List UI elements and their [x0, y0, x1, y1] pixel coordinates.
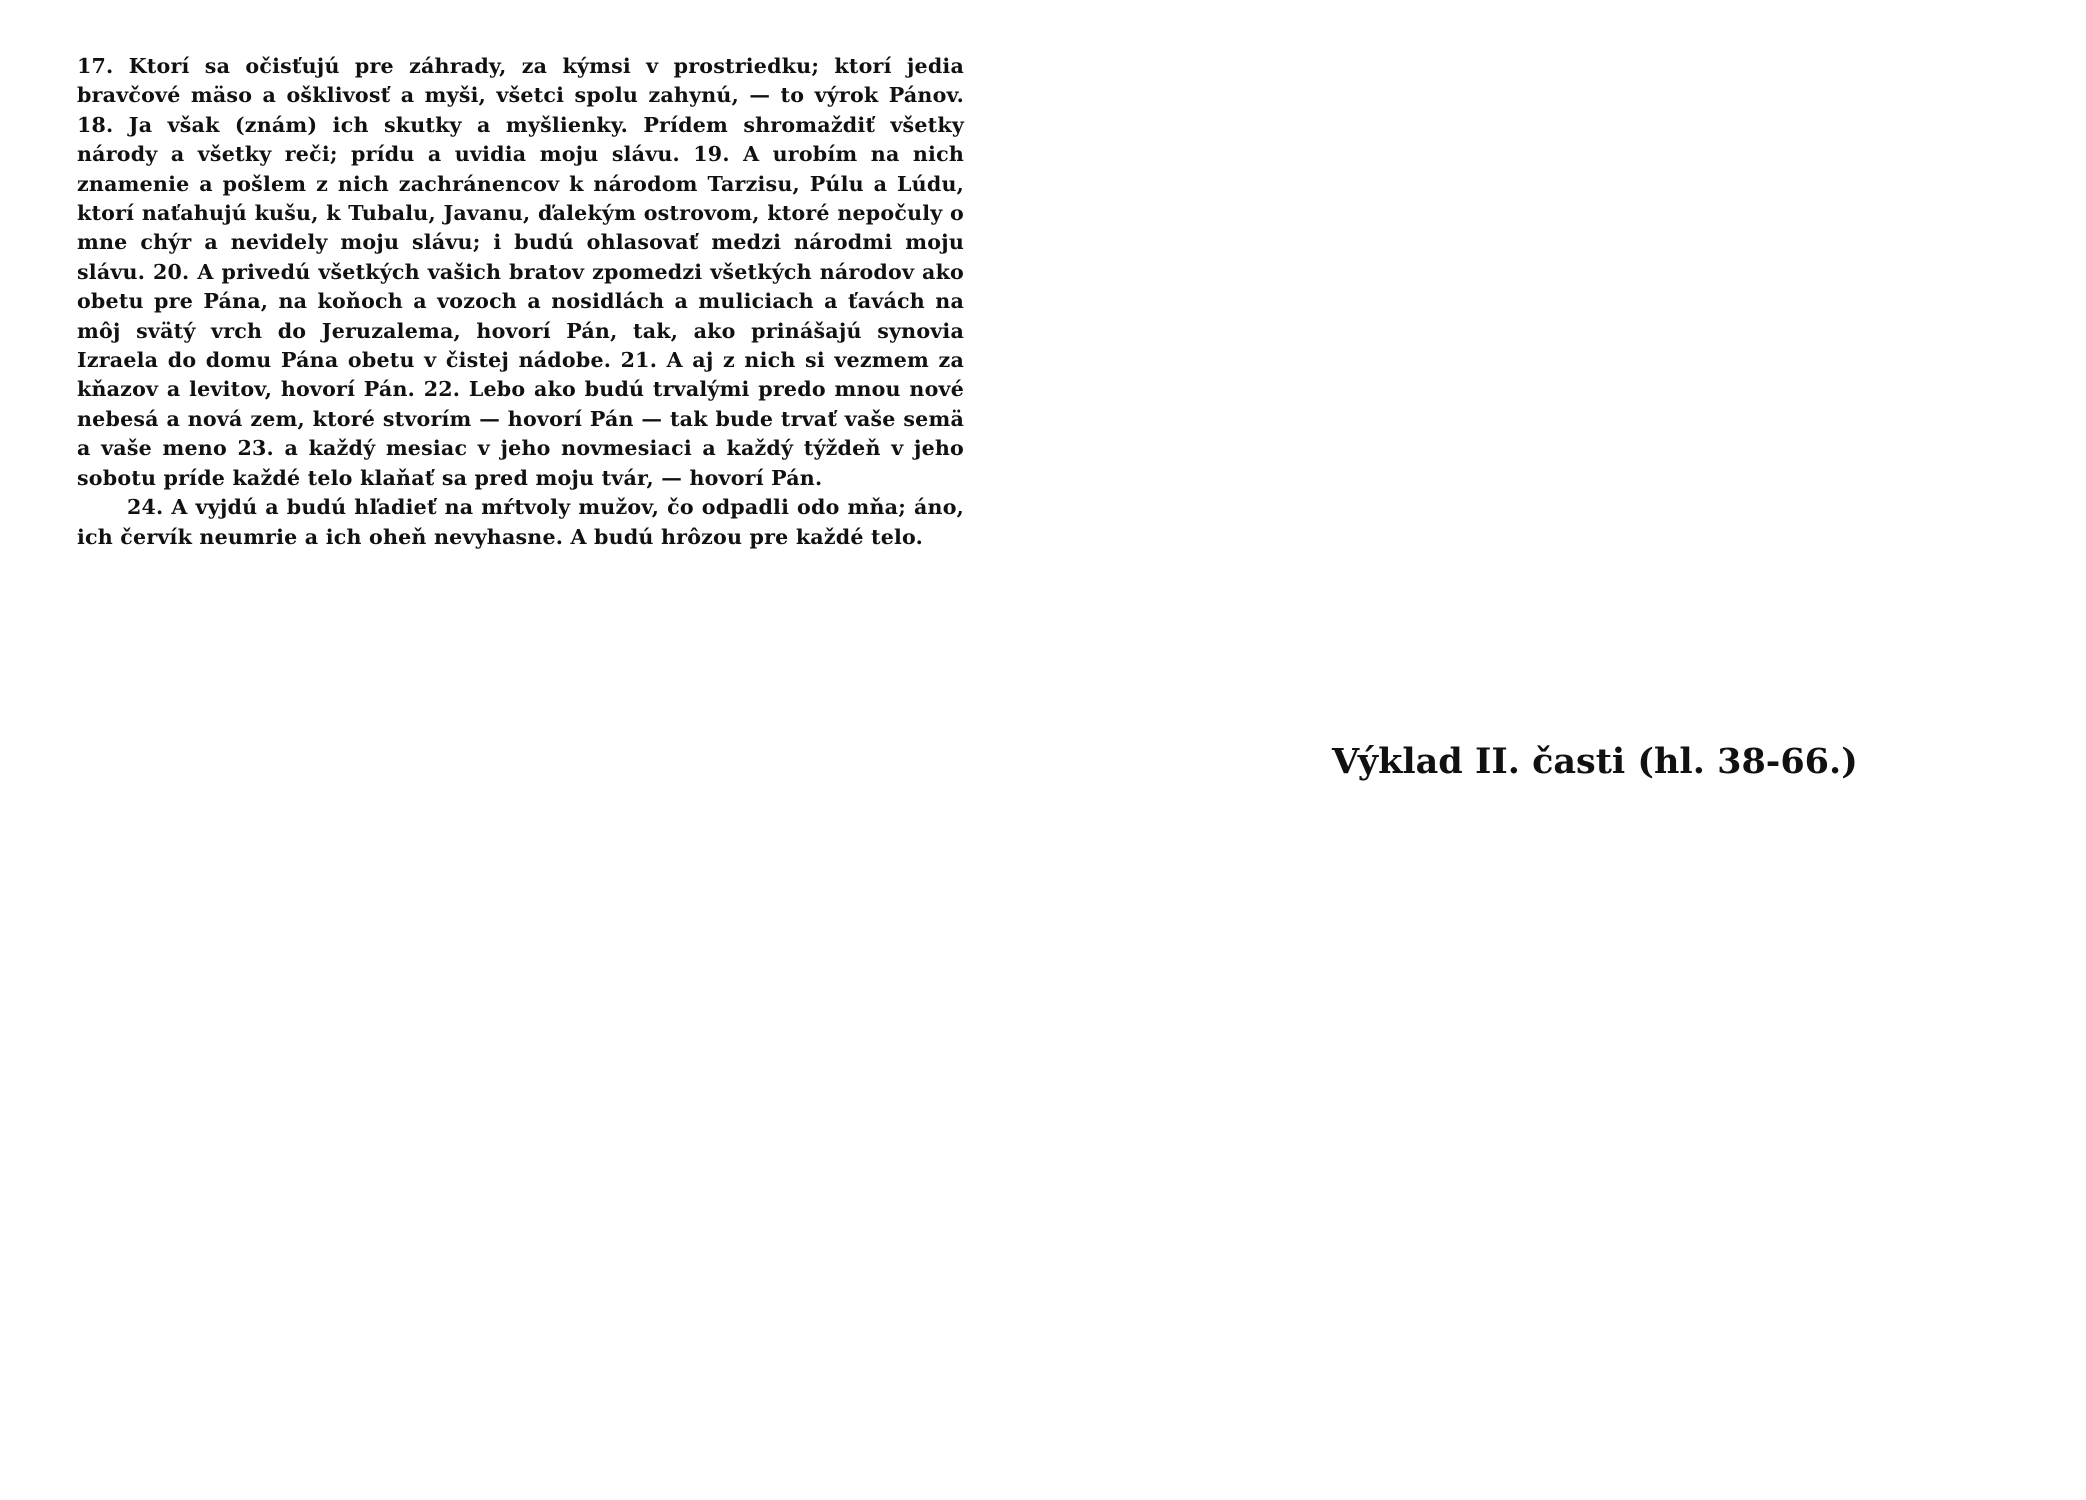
section-title: Výklad II. časti (hl. 38-66.): [1332, 741, 1858, 782]
right-page: [1043, 0, 2086, 1500]
verse-paragraph-17-23: 17. Ktorí sa očisťujú pre záhrady, za kýmsi v prostriedku; ktorí jedia bravčové mäso a ošklivosť a myši, všetci spolu zahynú, — to výrok Pánov. 18. Ja však (znám) ich skutky a myšlienky. Prídem shromaždiť všetky národy a všetky reči; prídu a uvidia moju slávu. 19. A urobím na nich znamenie a pošlem z nich zachránencov k národom Tarzisu, Púlu a Lúdu, ktorí naťahujú kušu, k Tubalu, Javanu, ďalekým ostrovom, ktoré nepočuly o mne chýr a nevidely moju slávu; i budú ohlasovať medzi národmi moju slávu. 20. A privedú všetkých vašich bratov zpomedzi všetkých národov ako obetu pre Pána, na koňoch a vozoch a nosidlách a muliciach a ťavách na môj svätý vrch do Jeruzalema, hovorí Pán, tak, ako prinášajú synovia Izraela do domu Pána obetu v čistej nádobe. 21. A aj z nich si vezmem za kňazov a levitov, hovorí Pán. 22. Lebo ako budú trvalými predo mnou nové nebesá a nová zem, ktoré stvorím — hovorí Pán — tak bude trvať vaše semä a vaše meno 23. a každý mesiac v jeho novmesiaci a každý týždeň v jeho sobotu príde každé telo klaňať sa pred moju tvár, — hovorí Pán.: [77, 54, 964, 490]
verse-paragraph-24: 24. A vyjdú a budú hľadieť na mŕtvoly mužov, čo odpadli odo mňa; áno, ich červík neumrie a ich oheň nevyhasne. A budú hrôzou pre každé telo.: [77, 495, 964, 549]
scripture-text-block: [77, 52, 964, 552]
